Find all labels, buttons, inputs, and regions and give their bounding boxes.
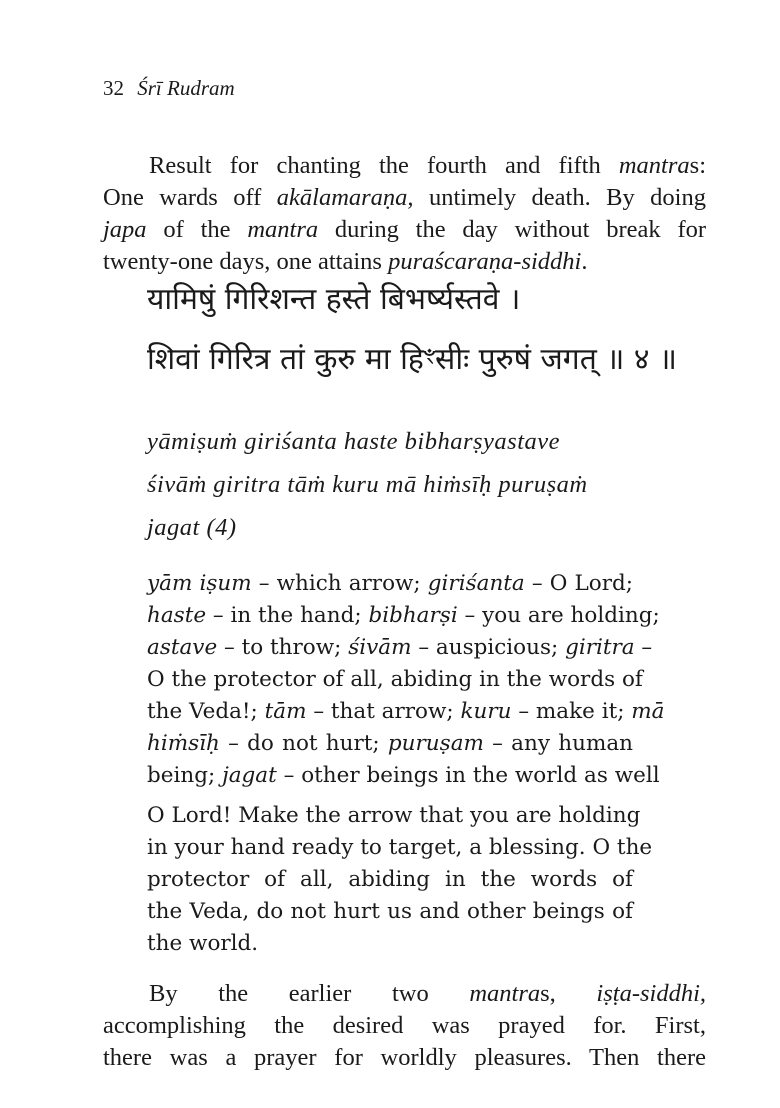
text-line: O Lord! Make the arrow that you are holding <box>147 803 641 828</box>
transliteration-line-3: jagat (4) <box>147 514 237 541</box>
text-line: astave – to throw; śivām – auspicious; giritra – <box>147 635 653 660</box>
text-line: there was a prayer for worldly pleasures. Then there <box>103 1044 706 1071</box>
intro-paragraph <box>103 150 706 278</box>
text-line: the Veda!; tām – that arrow; kuru – make it; mā <box>147 699 665 724</box>
running-head <box>103 76 235 101</box>
text-line: accomplishing the desired was prayed for. First, <box>103 1012 706 1039</box>
book-title: Śrī Rudram <box>137 76 235 100</box>
text-line: By the earlier two mantras, iṣṭa-siddhi, <box>149 980 707 1007</box>
transliteration-line-2: śivāṁ giritra tāṁ kuru mā hiṁsīḥ puruṣaṁ <box>147 471 588 498</box>
text-line: haste – in the hand; bibharṣi – you are holding; <box>147 603 660 628</box>
closing-paragraph <box>103 978 706 1074</box>
text-line: Result for chanting the fourth and fifth mantras: <box>149 152 706 179</box>
sanskrit-verse-line-1: यामिषुं गिरिशन्त हस्ते बिभर्ष्यस्तवे । <box>147 282 521 317</box>
page-number: 32 <box>103 76 124 100</box>
text-line: protector of all, abiding in the words of <box>147 867 633 892</box>
text-line: the world. <box>147 931 259 956</box>
verse-meaning <box>147 800 653 960</box>
word-meanings <box>147 568 665 792</box>
text-line: in your hand ready to target, a blessing. O the <box>147 835 653 860</box>
text-line: O the protector of all, abiding in the words of <box>147 667 643 692</box>
text-line: hiṁsīḥ – do not hurt; puruṣam – any human <box>147 731 633 756</box>
text-line: One wards off akālamaraṇa, untimely death. By doing <box>103 184 706 211</box>
text-line: being; jagat – other beings in the world as well <box>147 763 660 788</box>
text-line: the Veda, do not hurt us and other beings of <box>147 899 633 924</box>
sanskrit-verse-line-2: शिवां गिरित्र तां कुरु मा हिꣳसीः पुरुषं जगत् ॥ ४ ॥ <box>147 342 677 377</box>
transliteration-line-1: yāmiṣuṁ giriśanta haste bibharṣyastave <box>147 428 561 455</box>
text-line: japa of the mantra during the day without break for <box>103 216 707 243</box>
text-line: twenty-one days, one attains puraścaraṇa-siddhi. <box>103 248 588 275</box>
text-line: yām iṣum – which arrow; giriśanta – O Lord; <box>147 571 633 596</box>
